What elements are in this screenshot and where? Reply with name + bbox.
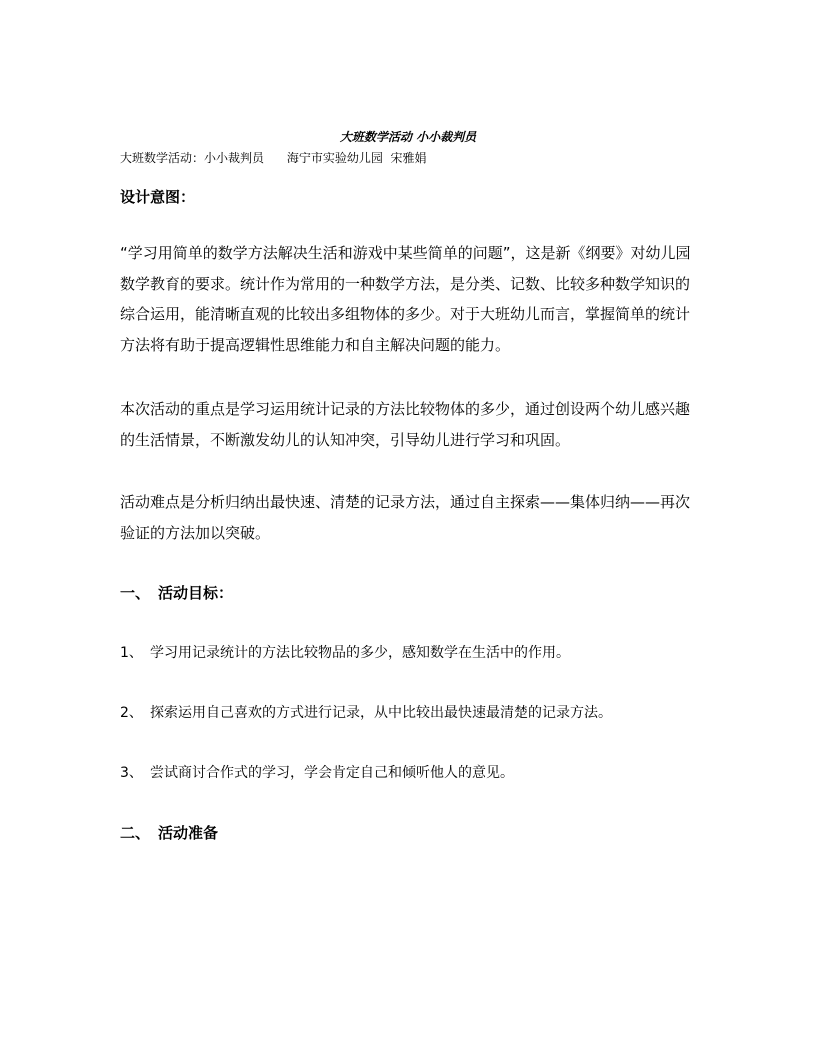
goal-item-2 <box>120 702 700 724</box>
paragraph-1: “学习用简单的数学方法解决生活和游戏中某些简单的问题”，这是新《纲要》对幼儿园数学教育的要求。统计作为常用的一种数学方法，是分类、记数、比较多种数学知识的综合运用，能清晰直观的比较出多组物体的多少。对于大班幼儿而言，掌握简单的统计方法将有助于提高逻辑性思维能力和自主解决问题的能力。 <box>120 244 691 354</box>
goal-number: 2、 <box>120 705 143 721</box>
paragraph-2: 本次活动的重点是学习运用统计记录的方法比较物体的多少，通过创设两个幼儿感兴趣的生活情景，不断激发幼儿的认知冲突，引导幼儿进行学习和巩固。 <box>120 400 691 449</box>
section-heading-preparation <box>120 822 218 844</box>
section-label: 活动准备 <box>158 824 219 842</box>
document-title: 大班数学活动 小小裁判员 <box>339 130 477 144</box>
goal-item-3 <box>120 762 700 784</box>
goal-text: 学习用记录统计的方法比较物品的多少，感知数学在生活中的作用。 <box>150 645 570 661</box>
document-byline: 大班数学活动：小小裁判员 海宁市实验幼儿园 宋雅娟 <box>120 151 427 165</box>
paragraph-3: 活动难点是分析归纳出最快速、清楚的记录方法，通过自主探索——集体归纳——再次验证的方法加以突破。 <box>120 493 691 542</box>
design-intent-heading: 设计意图： <box>120 188 196 206</box>
section-heading-goals <box>120 582 233 604</box>
goal-text: 尝试商讨合作式的学习，学会肯定自己和倾听他人的意见。 <box>150 765 514 781</box>
goal-number: 3、 <box>120 765 143 781</box>
section-label: 活动目标： <box>158 584 234 602</box>
goal-text: 探索运用自己喜欢的方式进行记录，从中比较出最快速最清楚的记录方法。 <box>150 705 612 721</box>
goal-item-1 <box>120 642 700 664</box>
goal-number: 1、 <box>120 645 143 661</box>
section-number: 二、 <box>120 824 151 842</box>
section-number: 一、 <box>120 584 151 602</box>
